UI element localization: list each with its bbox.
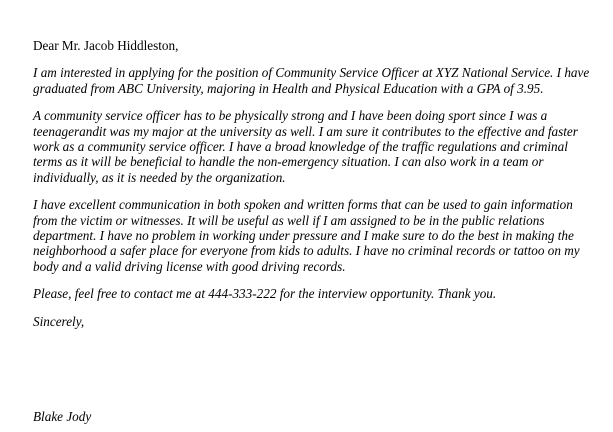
letter-paragraph-qualifications: A community service officer has to be physically strong and I have been doing sport since I was a teenagerandit was my major at the university as well. I am sure it contributes to the effective and faster work as a community service officer. I have a broad knowledge of the traffic regulations and criminal terms as it will be beneficial to handle the non-emergency situation. I can also work in a team or individually, as it is needed by the organization. bbox=[33, 108, 578, 185]
letter-paragraph-contact: Please, feel free to contact me at 444-333-222 for the interview opportunity. Thank you. bbox=[33, 286, 497, 302]
letter-signature: Blake Jody bbox=[33, 409, 92, 424]
letter-closing: Sincerely, bbox=[33, 313, 85, 329]
letter-paragraph-intro: I am interested in applying for the position of Community Service Officer at XYZ National Service. I have graduated from ABC University, majoring in Health and Physical Education with a GPA of 3.95. bbox=[33, 65, 590, 96]
letter-salutation: Dear Mr. Jacob Hiddleston, bbox=[33, 38, 179, 53]
letter-body bbox=[33, 38, 595, 329]
letter-paragraph-communication: I have excellent communication in both spoken and written forms that can be used to gain information from the victim or witnesses. It will be useful as well if I am assigned to be in the public relations department. I have no problem in working under pressure and I make sure to do the best in making the neighborhood a safer place for everyone from kids to adults. I have no criminal records or tattoo on my body and a valid driving license with good driving records. bbox=[33, 197, 580, 274]
